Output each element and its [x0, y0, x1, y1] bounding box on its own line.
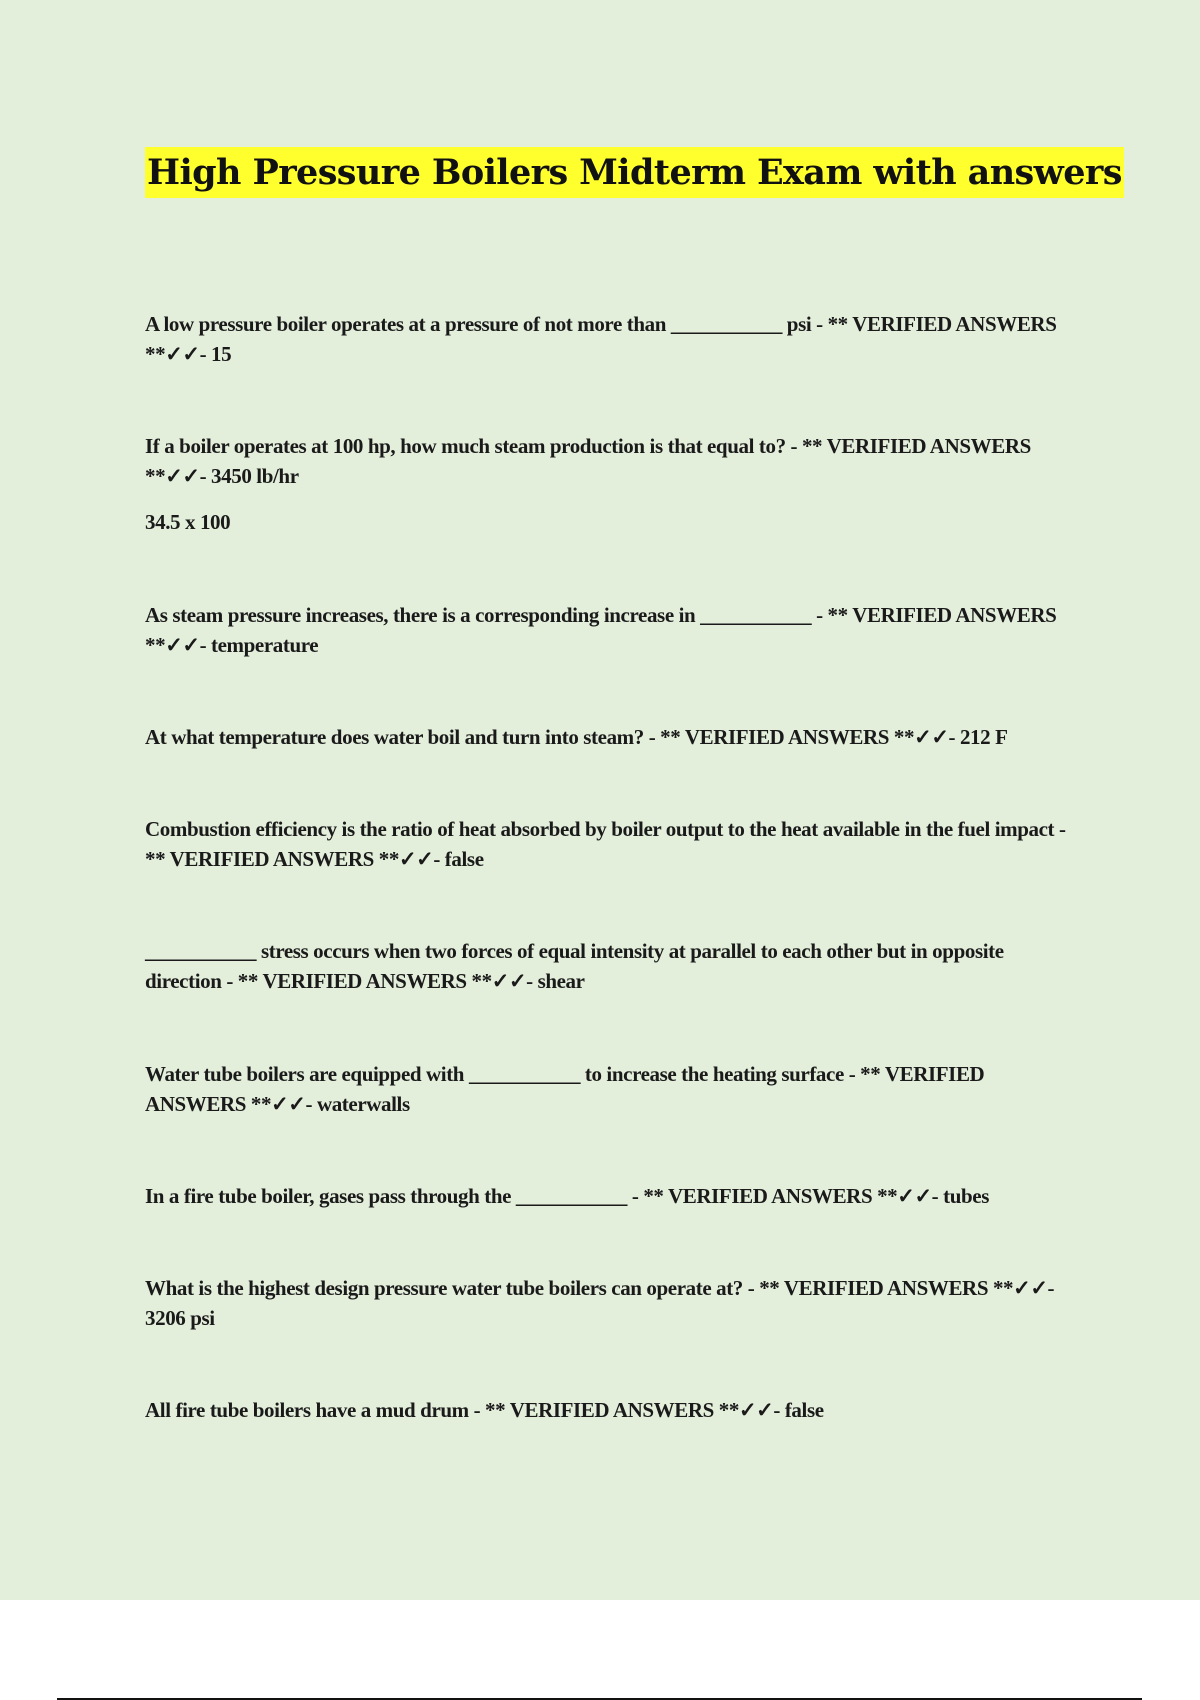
qa-item-5	[145, 814, 1080, 874]
qa-text: At what temperature does water boil and turn into steam? - ** VERIFIED ANSWERS **✓✓- 212 F	[145, 725, 1008, 749]
qa-text: As steam pressure increases, there is a corresponding increase in ___________ - ** VERIFIED ANSWERS **✓✓- temperature	[145, 603, 1057, 657]
qa-text: Water tube boilers are equipped with ___________ to increase the heating surface - ** VERIFIED ANSWERS **✓✓- waterwalls	[145, 1062, 985, 1116]
qa-item-7	[145, 1059, 1080, 1119]
qa-text: All fire tube boilers have a mud drum - ** VERIFIED ANSWERS **✓✓- false	[145, 1398, 824, 1422]
qa-text: What is the highest design pressure water tube boilers can operate at? - ** VERIFIED ANSWERS **✓✓- 3206 psi	[145, 1276, 1055, 1330]
qa-item-1	[145, 309, 1080, 369]
document-title: High Pressure Boilers Midterm Exam with answers	[145, 147, 1124, 198]
qa-item-6	[145, 936, 1080, 996]
qa-text: A low pressure boiler operates at a pressure of not more than ___________ psi - ** VERIFIED ANSWERS **✓✓- 15	[145, 312, 1057, 366]
qa-text: Combustion efficiency is the ratio of heat absorbed by boiler output to the heat available in the fuel impact - ** VERIFIED ANSWERS **✓✓- false	[145, 817, 1066, 871]
qa-note: 34.5 x 100	[145, 510, 231, 534]
qa-item-9	[145, 1273, 1080, 1333]
qa-text: If a boiler operates at 100 hp, how much steam production is that equal to? - ** VERIFIED ANSWERS **✓✓- 3450 lb/hr	[145, 434, 1031, 488]
qa-item-4	[145, 722, 1080, 752]
qa-text: ___________ stress occurs when two forces of equal intensity at parallel to each other but in opposite direction - ** VERIFIED ANSWERS **✓✓- shear	[145, 939, 1004, 993]
qa-item-8	[145, 1181, 1080, 1211]
qa-item-3	[145, 600, 1080, 660]
qa-item-2	[145, 431, 1080, 537]
qa-text: In a fire tube boiler, gases pass through the ___________ - ** VERIFIED ANSWERS **✓✓- tubes	[145, 1184, 989, 1208]
qa-item-10	[145, 1395, 1080, 1425]
